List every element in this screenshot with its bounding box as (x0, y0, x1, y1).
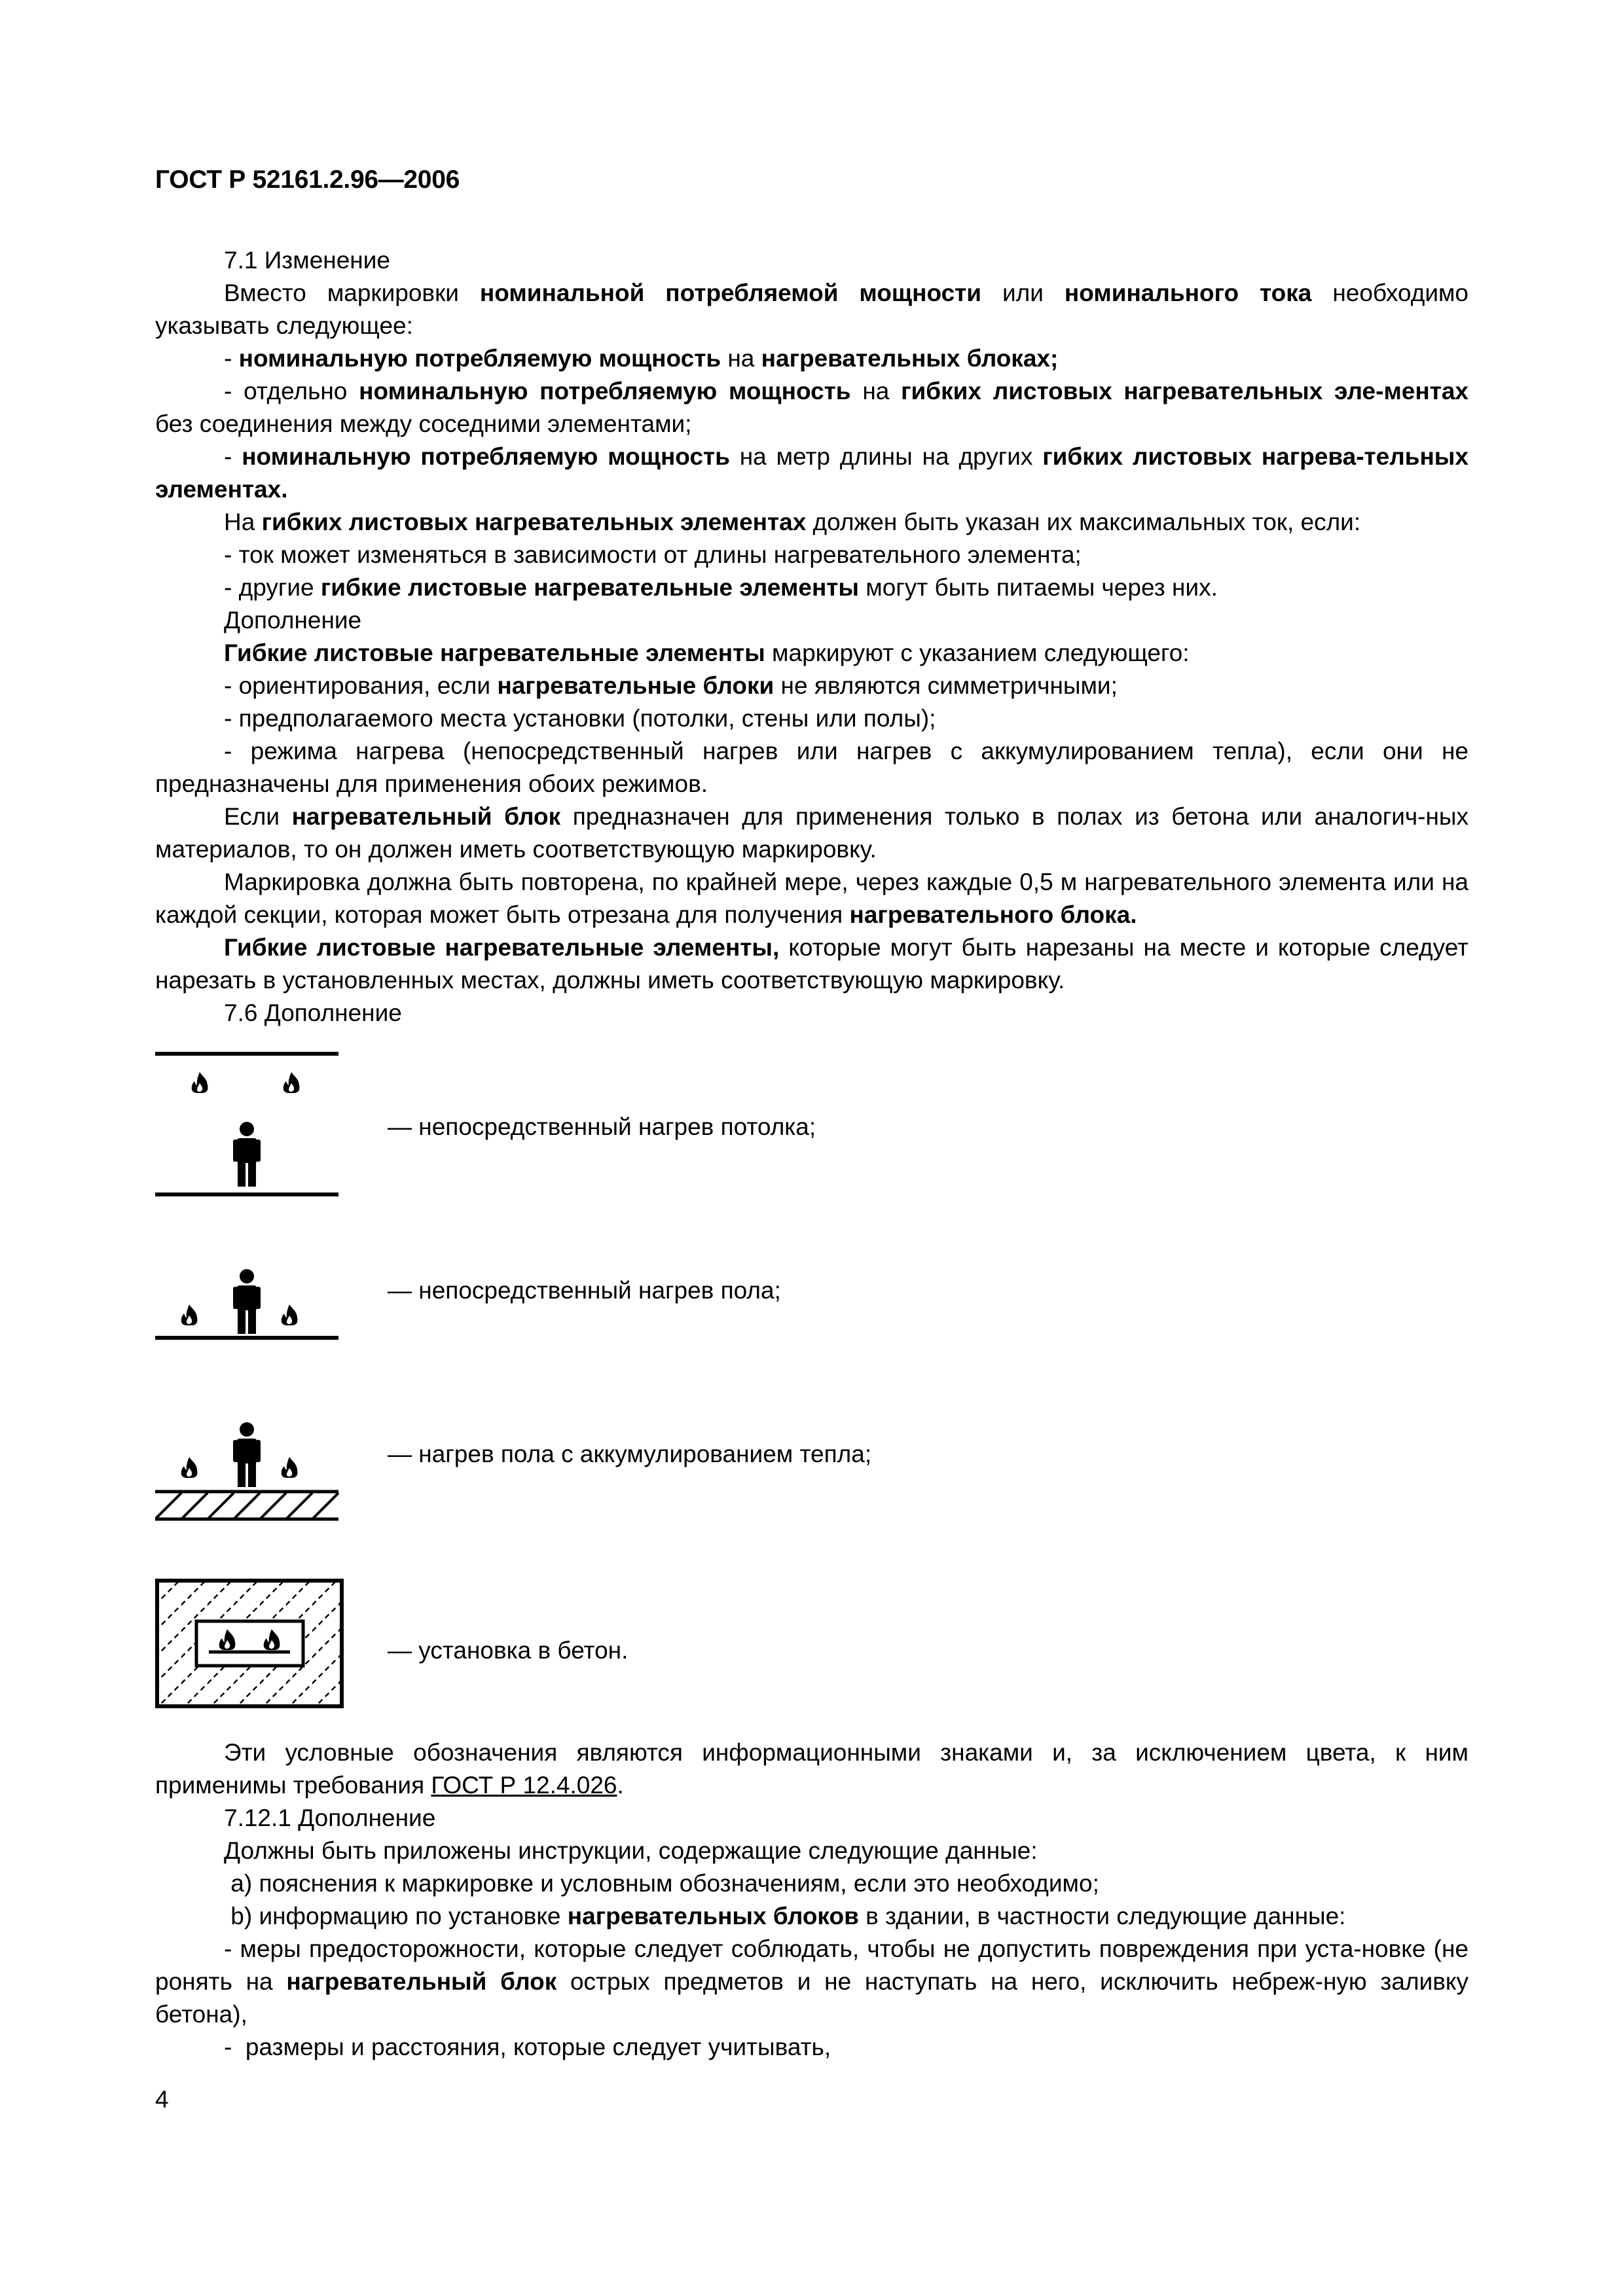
list-item: - номинальную потребляемую мощность на метр длины на других гибких листовых нагрева-тельных элементах. (155, 443, 1468, 503)
body-text-top (155, 244, 1468, 1030)
paragraph: Гибкие листовые нагревательные элементы, которые могут быть нарезаны на месте и которые следует нарезать в установленных местах, должны иметь соответствующую маркировку. (155, 934, 1468, 994)
accumulation-heating-symbol (155, 1397, 342, 1528)
person-icon (233, 1122, 261, 1187)
list-item: - отдельно номинальную потребляемую мощность на гибких листовых нагревательных эле-ментах без соединения между соседними элементами; (155, 378, 1469, 437)
flame-icon (181, 1304, 198, 1325)
list-item: b) информацию по установке нагревательных блоков в здании, в частности следующие данные: (224, 1903, 1346, 1929)
list-item: - ориентирования, если нагревательные блоки не являются симметричными; (224, 672, 1118, 699)
list-item: - предполагаемого места установки (потолки, стены или полы); (224, 705, 936, 732)
symbol-caption-concrete: — установка в бетон. (388, 1637, 629, 1664)
list-item: - меры предосторожности, которые следует соблюдать, чтобы не допустить повреждения при уста-новке (не ронять на нагревательный блок острых предметов и не наступать на него, исключить небреж-ную заливку бетона), (155, 1935, 1468, 2028)
addition-label: Дополнение (224, 607, 362, 634)
section-7-12-1-heading: 7.12.1 Дополнение (224, 1804, 436, 1831)
list-item: - размеры и расстояния, которые следует учитывать, (224, 2034, 831, 2060)
symbol-caption-floor: — непосредственный нагрев пола; (388, 1277, 781, 1304)
flame-icon (282, 1304, 298, 1325)
paragraph: Вместо маркировки номинальной потребляемой мощности или номинального тока необходимо указывать следующее: (155, 279, 1469, 339)
list-item: - другие гибкие листовые нагревательные элементы могут быть питаемы через них. (224, 574, 1218, 601)
paragraph: Должны быть приложены инструкции, содержащие следующие данные: (224, 1837, 1038, 1864)
heating-unit-box (196, 1621, 303, 1666)
section-7-1-heading: 7.1 Изменение (224, 247, 390, 274)
flame-icon (282, 1457, 298, 1478)
concrete-installation-symbol (155, 1579, 345, 1710)
paragraph: Маркировка должна быть повторена, по крайней мере, через каждые 0,5 м нагревательного элемента или на каждой секции, которая может быть отрезана для получения нагревательного блока. (155, 869, 1468, 928)
list-item: - режима нагрева (непосредственный нагрев или нагрев с аккумулированием тепла), если они не предназначены для применения обоих режимов. (155, 738, 1468, 797)
page-number: 4 (155, 2086, 169, 2113)
person-icon (233, 1269, 261, 1334)
symbol-caption-accumulation: — нагрев пола с аккумулированием тепла; (388, 1441, 872, 1467)
person-icon (233, 1422, 261, 1487)
floor-heating-symbol (155, 1244, 342, 1342)
paragraph: Эти условные обозначения являются информационными знаками и, за исключением цвета, к ним применимы требования ГОСТ Р 12.4.026. (155, 1739, 1468, 1799)
list-item: a) пояснения к маркировке и условным обозначениям, если это необходимо; (224, 1870, 1099, 1897)
paragraph: На гибких листовых нагревательных элементах должен быть указан их максимальных ток, если: (224, 509, 1361, 535)
symbol-caption-ceiling: — непосредственный нагрев потолка; (388, 1113, 816, 1140)
list-item: - номинальную потребляемую мощность на нагревательных блоках; (224, 345, 1059, 372)
paragraph: Если нагревательный блок предназначен для применения только в полах из бетона или аналогич-ных материалов, то он должен иметь соответствующую маркировку. (155, 803, 1468, 863)
hatched-layer (155, 1493, 338, 1519)
body-text-bottom (155, 1736, 1468, 2064)
section-7-6-heading: 7.6 Дополнение (224, 999, 402, 1026)
flame-icon (192, 1072, 208, 1093)
paragraph: Гибкие листовые нагревательные элементы маркируют с указанием следующего: (224, 639, 1190, 666)
list-item: - ток может изменяться в зависимости от длины нагревательного элемента; (224, 541, 1082, 568)
flame-icon (283, 1072, 300, 1093)
flame-icon (181, 1457, 198, 1478)
standard-reference-link[interactable]: ГОСТ Р 12.4.026 (431, 1772, 617, 1799)
ceiling-heating-symbol (155, 1050, 342, 1198)
document-header: ГОСТ Р 52161.2.96—2006 (155, 166, 460, 194)
